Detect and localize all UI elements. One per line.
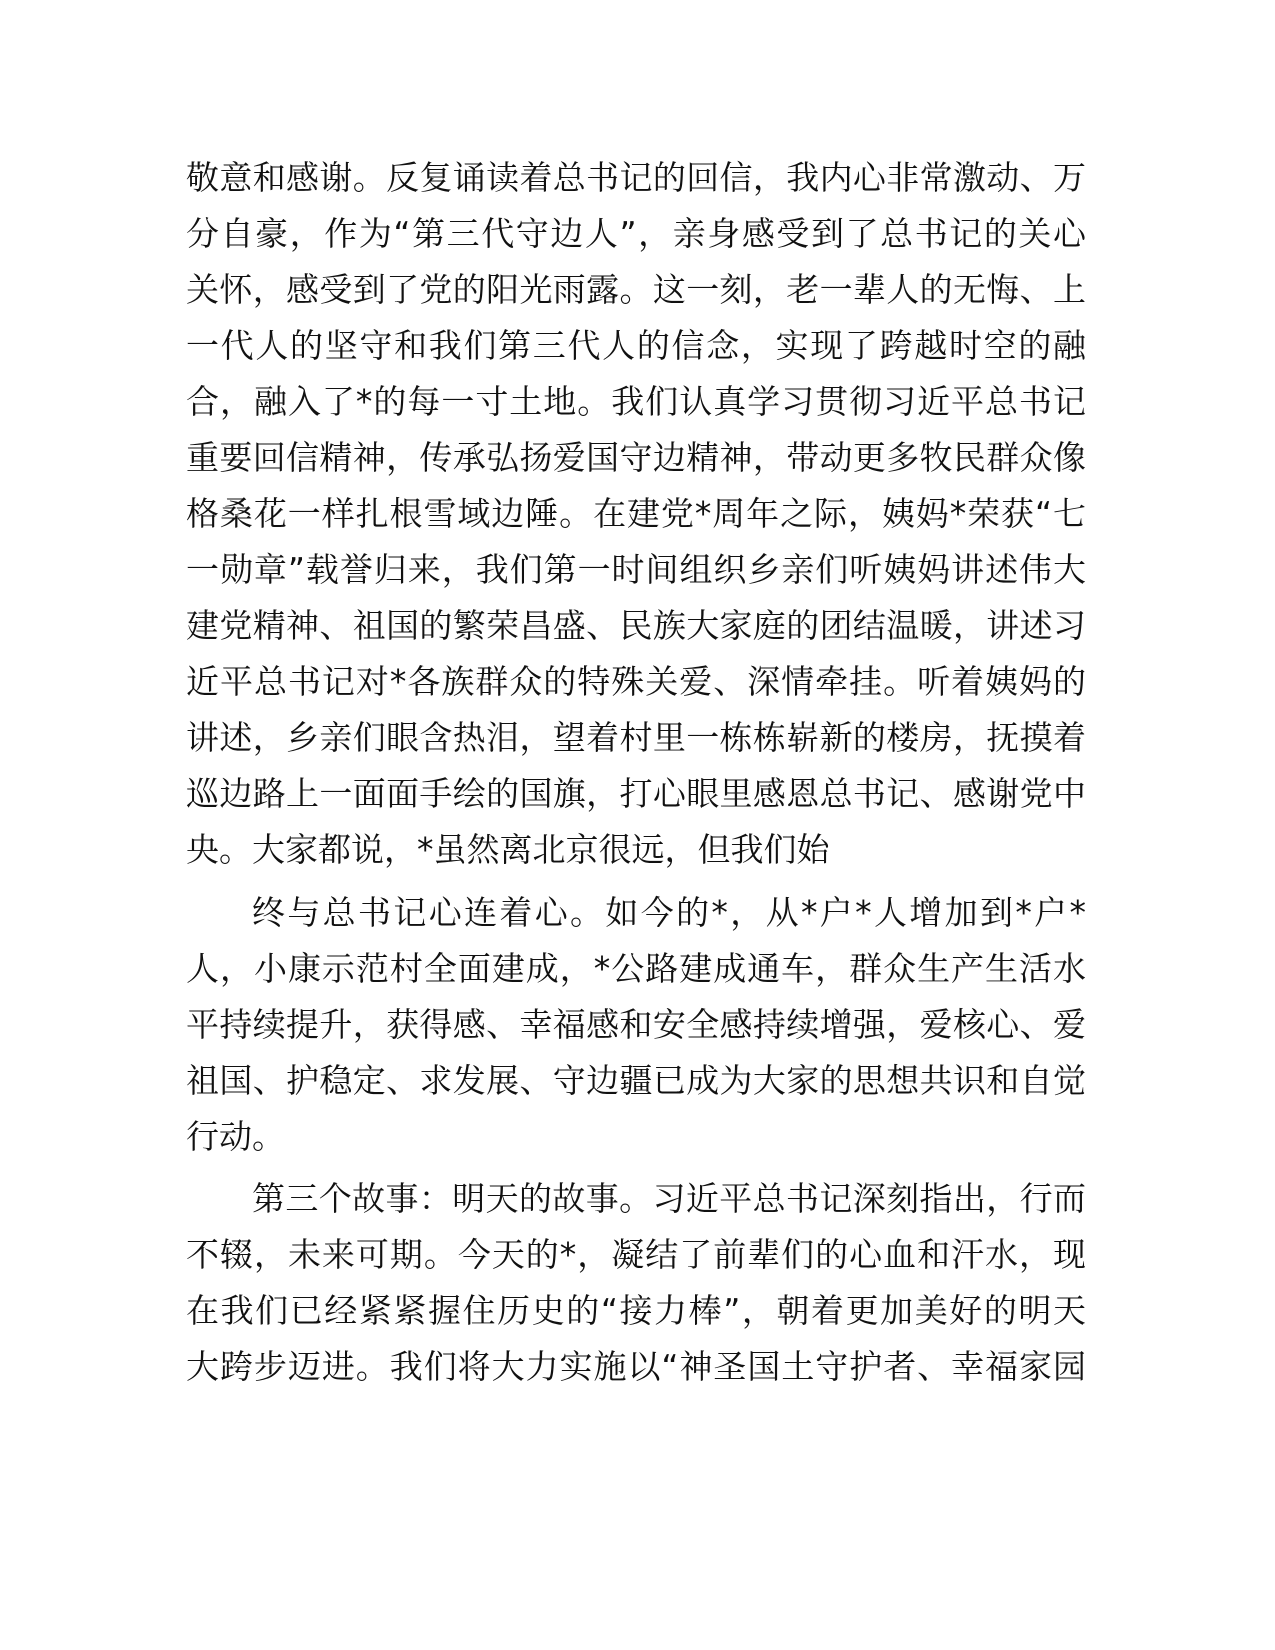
text-line: 央。大家都说，*虽然离北京很远，但我们始: [186, 830, 830, 869]
text-line: 建党精神、祖国的繁荣昌盛、民族大家庭的团结温暖，讲述习: [186, 606, 1086, 645]
text-line: 敬意和感谢。反复诵读着总书记的回信，我内心非常激动、万: [186, 158, 1086, 197]
paragraph-first-line: 终与总书记心连着心。如今的*，从*户*人增加到*户*: [252, 893, 1086, 932]
text-line: 大跨步迈进。我们将大力实施以“神圣国土守护者、幸福家园: [186, 1347, 1086, 1386]
text-line: 格桑花一样扎根雪域边陲。在建党*周年之际，姨妈*荣获“七: [186, 494, 1086, 533]
text-line: 祖国、护稳定、求发展、守边疆已成为大家的思想共识和自觉: [186, 1061, 1086, 1100]
paragraph-first-line: 第三个故事：明天的故事。习近平总书记深刻指出，行而: [252, 1179, 1086, 1218]
text-line: 在我们已经紧紧握住历史的“接力棒”，朝着更加美好的明天: [186, 1291, 1086, 1330]
text-line: 合，融入了*的每一寸土地。我们认真学习贯彻习近平总书记: [186, 382, 1086, 421]
text-line: 平持续提升，获得感、幸福感和安全感持续增强，爱核心、爱: [186, 1005, 1086, 1044]
text-line: 人，小康示范村全面建成，*公路建成通车，群众生产生活水: [186, 949, 1086, 988]
text-line: 关怀，感受到了党的阳光雨露。这一刻，老一辈人的无悔、上: [186, 270, 1086, 309]
text-line: 分自豪，作为“第三代守边人”，亲身感受到了总书记的关心: [186, 214, 1086, 253]
text-line: 巡边路上一面面手绘的国旗，打心眼里感恩总书记、感谢党中: [186, 774, 1086, 813]
text-line: 一勋章”载誉归来，我们第一时间组织乡亲们听姨妈讲述伟大: [186, 550, 1086, 589]
text-line: 近平总书记对*各族群众的特殊关爱、深情牵挂。听着姨妈的: [186, 662, 1086, 701]
text-line: 重要回信精神，传承弘扬爱国守边精神，带动更多牧民群众像: [186, 438, 1086, 477]
text-line: 不辍，未来可期。今天的*，凝结了前辈们的心血和汗水，现: [186, 1235, 1086, 1274]
text-line: 一代人的坚守和我们第三代人的信念，实现了跨越时空的融: [186, 326, 1086, 365]
text-line: 行动。: [186, 1117, 285, 1156]
text-line: 讲述，乡亲们眼含热泪，望着村里一栋栋崭新的楼房，抚摸着: [186, 718, 1086, 757]
